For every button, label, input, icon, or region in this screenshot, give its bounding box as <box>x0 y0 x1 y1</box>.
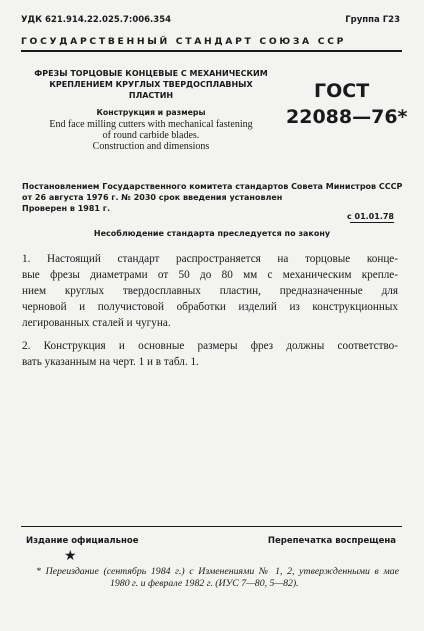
paragraph-1-line-3: нием круглых твердосплавных пластин, предназначенные для <box>22 285 398 297</box>
title-line-3: ПЛАСТИН <box>128 91 174 100</box>
decree-line-2: от 26 августа 1976 г. № 2030 срок введения установлен <box>22 193 283 202</box>
english-title-line-2: of round carbide blades. <box>102 130 200 141</box>
paragraph-1-line-1: 1. Настоящий стандарт распространяется на торцовые конце- <box>22 253 398 265</box>
paragraph-2-line-2: вать указанным на черт. 1 и в табл. 1. <box>22 356 199 368</box>
gost-number: 22088—76* <box>286 106 408 128</box>
udk-code: УДК 621.914.22.025.7:006.354 <box>21 15 172 25</box>
decree-line-3: Проверен в 1981 г. <box>22 204 110 213</box>
violation-notice: Несоблюдение стандарта преследуется по закону <box>93 229 331 238</box>
official-edition: Издание официальное <box>26 536 139 546</box>
effective-date-underline <box>350 222 394 223</box>
paragraph-2-line-1: 2. Конструкция и основные размеры фрез должны соответство- <box>22 340 398 352</box>
footnote-line-1: * Переиздание (сентябрь 1984 г.) с Изменениями № 1, 2, утвержденными в мае <box>36 566 399 577</box>
footnote-line-2: 1980 г. и феврале 1982 г. (ИУС 7—80, 5—82). <box>110 578 299 589</box>
paragraph-1-line-2: вые фрезы диаметрами от 50 до 80 мм с механическим крепле- <box>22 269 398 281</box>
title-line-2: КРЕПЛЕНИЕМ КРУГЛЫХ ТВЕРДОСПЛАВНЫХ <box>49 80 253 89</box>
title-line-1: ФРЕЗЫ ТОРЦОВЫЕ КОНЦЕВЫЕ С МЕХАНИЧЕСКИМ <box>34 69 268 78</box>
english-title-line-1: End face milling cutters with mechanical fastening <box>49 119 253 130</box>
state-standard-heading: ГОСУДАРСТВЕННЫЙ СТАНДАРТ СОЮЗА ССР <box>21 36 347 47</box>
paragraph-1-line-5: легированных сталей и чугуна. <box>22 317 171 329</box>
decree-line-1: Постановлением Государственного комитета стандартов Совета Министров СССР <box>22 182 403 191</box>
effective-date: с 01.01.78 <box>346 212 394 221</box>
star-icon: ★ <box>64 548 77 564</box>
english-title-line-3: Construction and dimensions <box>92 141 210 152</box>
gost-label: ГОСТ <box>314 80 370 102</box>
title-subtitle: Конструкция и размеры <box>96 108 206 117</box>
group-code: Группа Г23 <box>345 15 400 25</box>
header-rule <box>21 50 402 52</box>
paragraph-1-line-4: черновой и получистовой обработки изделий из конструкционных <box>22 301 398 313</box>
footer-rule <box>21 526 402 527</box>
reprint-prohibited: Перепечатка воспрещена <box>267 536 396 546</box>
